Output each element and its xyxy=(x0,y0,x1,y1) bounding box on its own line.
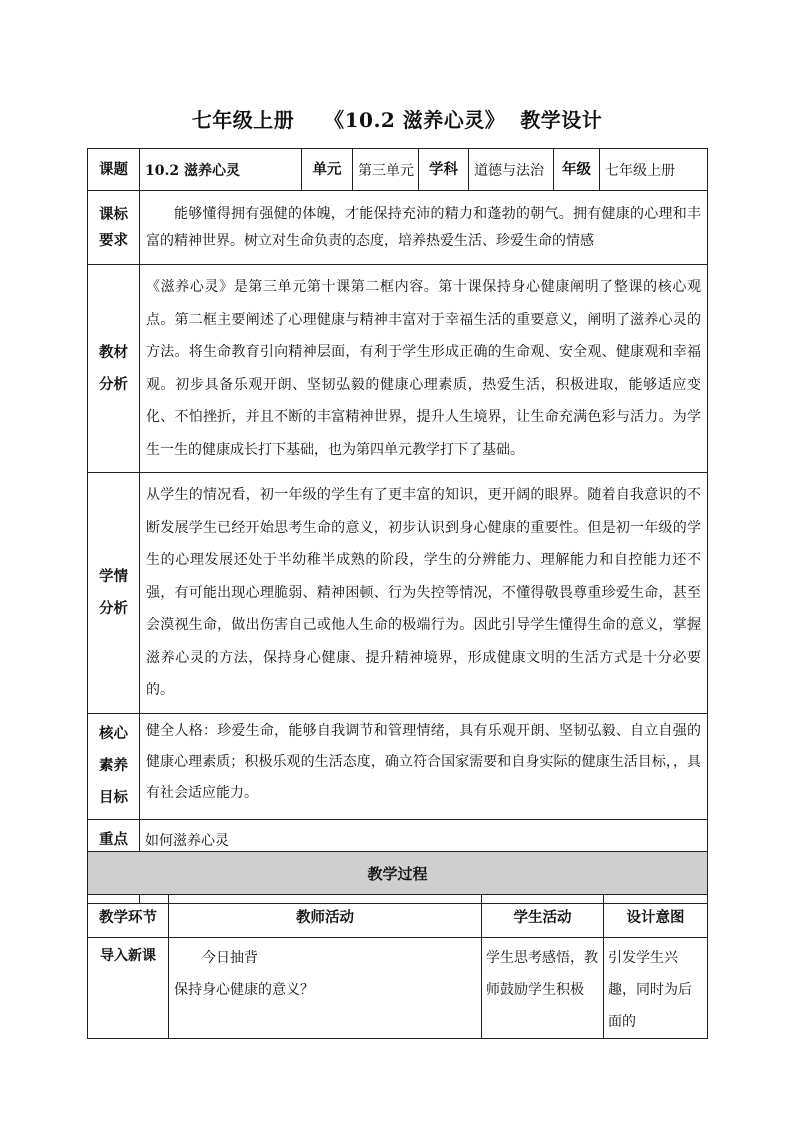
student-activity-cell: 学生思考感悟，教师鼓励学生积极 xyxy=(482,938,604,1039)
unit-label: 单元 xyxy=(302,149,353,191)
col-teacher-header: 教师活动 xyxy=(169,895,482,938)
standard-label: 课标要求 xyxy=(88,191,140,265)
grade-label: 年级 xyxy=(554,149,600,191)
material-row xyxy=(88,265,708,473)
col-stage-header: 教学环节 xyxy=(88,895,169,938)
core-label xyxy=(88,713,140,819)
material-label: 教材分析 xyxy=(88,265,140,473)
stage-cell: 导入新课 xyxy=(88,938,169,1039)
teacher-cell xyxy=(169,938,482,1039)
teacher-line-2: 保持身心健康的意义？ xyxy=(174,982,314,998)
core-row xyxy=(88,713,708,819)
page-title: 七年级上册 《10.2 滋养心灵》 教学设计 xyxy=(191,108,603,132)
student-row xyxy=(88,473,708,714)
topic-label: 课题 xyxy=(88,149,140,191)
core-label-line1: 核心 xyxy=(99,725,128,742)
subject-label: 学科 xyxy=(419,149,469,191)
process-band-row xyxy=(88,852,708,895)
key-text: 如何滋养心灵 xyxy=(140,819,708,861)
header-row xyxy=(88,149,708,191)
lesson-info-table xyxy=(87,148,708,904)
topic-value: 10.2 滋养心灵 xyxy=(140,149,302,191)
process-row xyxy=(88,938,708,1039)
standard-text: 能够懂得拥有强健的体魄，才能保持充沛的精力和蓬勃的朝气。拥有健康的心理和丰富的精神世界。树立对生命负责的态度，培养热爱生活、珍爱生命的情感 xyxy=(140,191,708,265)
col-student-header: 学生活动 xyxy=(482,895,604,938)
standard-row xyxy=(88,191,708,265)
student-text: 从学生的情况看，初一年级的学生有了更丰富的知识，更开阔的眼界。随着自我意识的不断发展学生已经开始思考生命的意义，初步认识到身心健康的重要性。但是初一年级的学生的心理发展还处于半幼稚半成熟的阶段，学生的分辨能力、理解能力和自控能力还不强，有可能出现心理脆弱、精神困顿、行为失控等情况，不懂得敬畏尊重珍爱生命，甚至会漠视生命，做出伤害自己或他人生命的极端行为。因此引导学生懂得生命的意义，掌握滋养心灵的方法，保持身心健康、提升精神境界，形成健康文明的生活方式是十分必要的。 xyxy=(140,473,708,714)
core-text: 健全人格：珍爱生命，能够自我调节和管理情绪，具有乐观开朗、坚韧弘毅、自立自强的健康心理素质；积极乐观的生活态度，确立符合国家需要和自身实际的健康生活目标，，具有社会适应能力。 xyxy=(140,713,708,819)
process-header-row xyxy=(88,895,708,938)
process-band-title: 教学过程 xyxy=(88,852,708,895)
student-label: 学情分析 xyxy=(88,473,140,714)
col-intent-header: 设计意图 xyxy=(604,895,708,938)
teacher-line-1: 今日抽背 xyxy=(202,950,258,966)
subject-value: 道德与法治 xyxy=(469,149,554,191)
unit-value: 第三单元 xyxy=(353,149,419,191)
material-text: 《滋养心灵》是第三单元第十课第二框内容。第十课保持身心健康阐明了整课的核心观点。第二框主要阐述了心理健康与精神丰富对于幸福生活的重要意义，阐明了滋养心灵的方法。将生命教育引向精神层面，有利于学生形成正确的生命观、安全观、健康观和幸福观。初步具备乐观开朗、坚韧弘毅的健康心理素质，热爱生活，积极进取，能够适应变化、不怕挫折，并且不断的丰富精神世界，提升人生境界，让生命充满色彩与活力。为学生一生的健康成长打下基础，也为第四单元教学打下了基础。 xyxy=(140,265,708,473)
intent-cell: 引发学生兴趣，同时为后面的 xyxy=(604,938,708,1039)
key-label: 重点 xyxy=(88,819,140,861)
process-table xyxy=(87,851,708,1039)
core-label-line2: 素养 xyxy=(99,757,128,774)
grade-value: 七年级上册 xyxy=(600,149,708,191)
core-label-line3: 目标 xyxy=(99,789,128,806)
